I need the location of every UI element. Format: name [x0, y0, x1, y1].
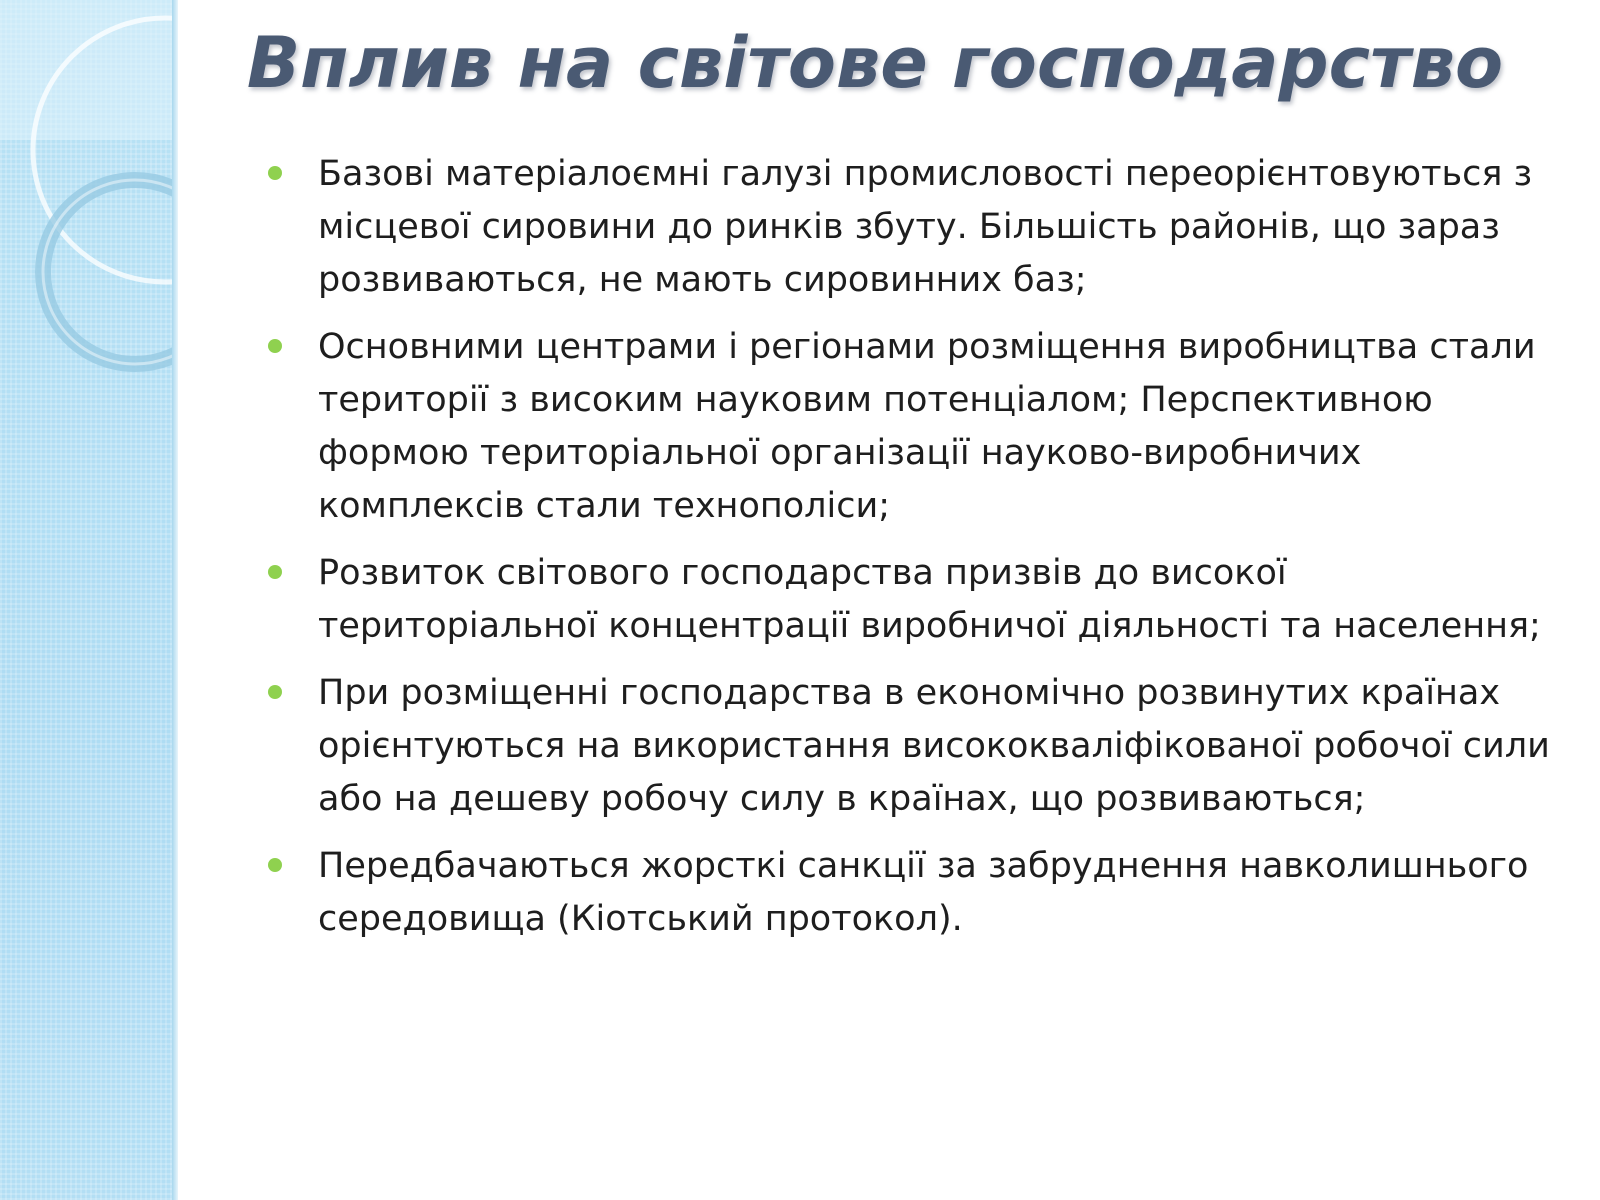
bullet-text: Основними центрами і регіонами розміщення виробництва стали території з високим науковим потенціалом; Перспективною формою територіальної організації науково-виробничих комплексів стали технополіси;	[318, 327, 1536, 526]
round-bullet-icon	[268, 685, 282, 699]
bullet-text: Розвиток світового господарства призвів до високої територіальної концентрації виробничої діяльності та населення;	[318, 553, 1541, 646]
bullet-item	[268, 148, 1558, 307]
bullet-text: При розміщенні господарства в економічно розвинутих країнах орієнтуються на використання висококваліфікованої робочої сили або на дешеву робочу силу в країнах, що розвиваються;	[318, 673, 1550, 819]
round-bullet-icon	[268, 565, 282, 579]
panel-edge	[172, 0, 178, 1200]
slide-title: Вплив на світове господарство	[246, 22, 1504, 104]
bullet-item	[268, 840, 1558, 946]
bullet-text: Передбачаються жорсткі санкції за забруднення навколишнього середовища (Кіотський протокол).	[318, 846, 1529, 939]
round-bullet-icon	[268, 166, 282, 180]
round-bullet-icon	[268, 858, 282, 872]
bullet-item	[268, 667, 1558, 826]
bullet-list	[268, 148, 1558, 960]
bullet-item	[268, 321, 1558, 533]
decorative-circles	[0, 0, 178, 420]
round-bullet-icon	[268, 339, 282, 353]
bullet-text: Базові матеріалоємні галузі промисловості переорієнтовуються з місцевої сировини до ринків збуту. Більшість районів, що зараз розвиваються, не мають сировинних баз;	[318, 154, 1533, 300]
bullet-item	[268, 547, 1558, 653]
decorative-side-panel	[0, 0, 178, 1200]
